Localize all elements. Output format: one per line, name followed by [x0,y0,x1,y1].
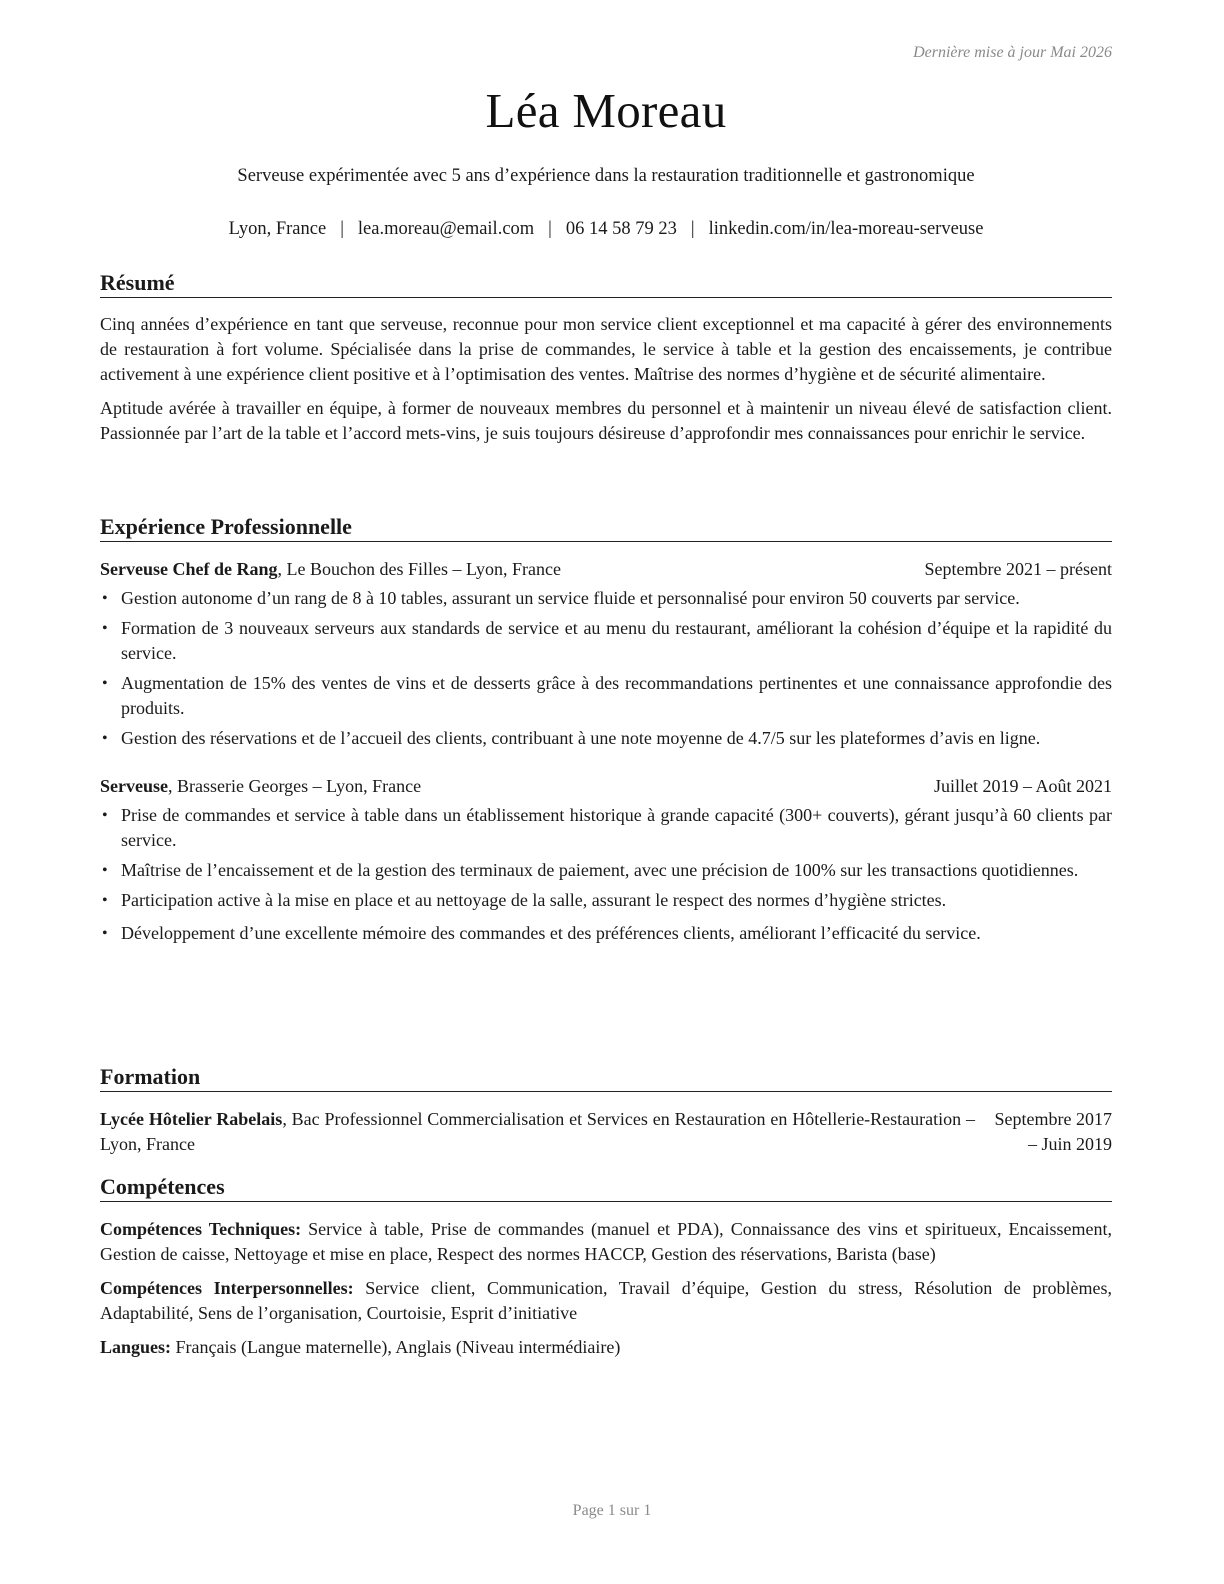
job-bullets [100,586,1112,751]
bullet-text: Gestion autonome d’un rang de 8 à 10 tables, assurant un service fluide et personnalisé pour environ 50 couverts par service. [121,588,1020,608]
list-item [100,888,1112,913]
skill-text: Service à table, Prise de commandes (manuel et PDA), Connaissance des vins et spiritueux, Encaissement, Gestion de caisse, Nettoyage et mise en place, Respect des normes HACCP, Gestion des réservations, Barista (base) [100,1219,1113,1264]
skill-label: Langues: [100,1337,172,1357]
bullet-icon: • [102,925,108,942]
education-degree: , Bac Professionnel Commercialisation et Services en Restauration en Hôtellerie-Restauration – Lyon, France [100,1109,975,1154]
bullet-text: Formation de 3 nouveaux serveurs aux standards de service et au menu du restaurant, améliorant la cohésion d’équipe et la rapidité du service. [121,618,1112,663]
skills-section [100,1174,1112,1360]
contact-separator: | [690,219,695,239]
contact-email[interactable]: lea.moreau@email.com [357,219,535,239]
bullet-icon: • [102,620,108,637]
contact-location: Lyon, France [228,219,327,239]
education-section [100,1064,1112,1157]
section-title-skills: Compétences [100,1174,1112,1202]
contact-separator: | [548,219,552,239]
bullet-icon: • [102,590,108,607]
contact-separator: | [340,219,344,239]
skill-group [100,1335,1112,1360]
job-entry [100,774,1112,946]
job-header [100,774,1112,799]
list-item [100,671,1112,721]
skill-text: Français (Langue maternelle), Anglais (Niveau intermédiaire) [171,1337,621,1357]
bullet-icon: • [102,862,108,879]
list-item [100,616,1112,666]
bullet-text: Gestion des réservations et de l’accueil des clients, contribuant à une note moyenne de 4.7/5 sur les plateformes d’avis en ligne. [121,728,1041,748]
job-role: Serveuse Chef de Rang [100,559,278,579]
contact-linkedin[interactable]: linkedin.com/in/lea-moreau-serveuse [708,219,984,239]
skill-label: Compétences Interpersonnelles: [100,1278,354,1298]
list-item [100,586,1112,611]
education-dates: Septembre 2017 – Juin 2019 [994,1109,1112,1154]
education-entry [100,1107,1112,1157]
section-title-summary: Résumé [100,270,1112,298]
bullet-icon: • [102,675,108,692]
last-updated: Dernière mise à jour Mai 2026 [913,44,1112,61]
bullet-text: Maîtrise de l’encaissement et de la gestion des terminaux de paiement, avec une précision de 100% sur les transactions quotidiennes. [121,860,1079,880]
skill-text: Service client, Communication, Travail d’équipe, Gestion du stress, Résolution de problèmes, Adaptabilité, Sens de l’organisation, Courtoisie, Esprit d’initiative [100,1278,1112,1323]
bullet-text: Développement d’une excellente mémoire des commandes et des préférences clients, améliorant l’efficacité du service. [121,923,981,943]
job-place: , Le Bouchon des Filles – Lyon, France [277,559,561,579]
bullet-text: Participation active à la mise en place et au nettoyage de la salle, assurant le respect des normes d’hygiène strictes. [121,890,947,910]
job-dates: Juillet 2019 – Août 2021 [933,776,1112,796]
job-place: , Brasserie Georges – Lyon, France [167,776,422,796]
list-item [100,726,1112,751]
list-item [100,858,1112,883]
candidate-name: Léa Moreau [485,83,727,138]
summary-paragraph: Cinq années d’expérience en tant que serveuse, reconnue pour mon service client exceptionnel et ma capacité à gérer des environnements de restauration à fort volume. Spécialisée dans la prise de commandes, le service à table et la gestion des encaissements, je contribue activement à une expérience client positive et à l’optimisation des ventes. Maîtrise des normes d’hygiène et de sécurité alimentaire. [100,314,1112,384]
bullet-icon: • [102,807,108,824]
bullet-text: Prise de commandes et service à table dans un établissement historique à grande capacité (300+ couverts), gérant jusqu’à 60 clients par service. [121,805,1112,850]
skill-group [100,1276,1112,1326]
contact-phone: 06 14 58 79 23 [565,219,677,239]
skill-label: Compétences Techniques: [100,1219,302,1239]
job-entry [100,557,1112,751]
bullet-icon: • [102,730,108,747]
job-header [100,557,1112,582]
contact-line [100,219,1112,240]
summary-section [100,270,1112,446]
page-number: Page 1 sur 1 [572,1502,652,1519]
list-item [100,921,1112,946]
job-dates: Septembre 2021 – présent [924,559,1112,579]
skill-group [100,1217,1112,1267]
job-bullets [100,803,1112,946]
experience-section [100,514,1112,946]
tagline: Serveuse expérimentée avec 5 ans d’expérience dans la restauration traditionnelle et gastronomique [237,166,975,186]
bullet-text: Augmentation de 15% des ventes de vins et de desserts grâce à des recommandations pertinentes et une connaissance approfondie des produits. [121,673,1112,718]
job-role: Serveuse [100,776,168,796]
section-title-education: Formation [100,1064,1112,1092]
section-title-experience: Expérience Professionnelle [100,514,1112,542]
education-school: Lycée Hôtelier Rabelais [100,1109,283,1129]
resume-page [100,0,1112,1584]
bullet-icon: • [102,892,108,909]
list-item [100,803,1112,853]
summary-paragraph: Aptitude avérée à travailler en équipe, à former de nouveaux membres du personnel et à maintenir un niveau élevé de satisfaction client. Passionnée par l’art de la table et l’accord mets-vins, je suis toujours désireuse d’approfondir mes connaissances pour enrichir le service. [100,398,1112,443]
